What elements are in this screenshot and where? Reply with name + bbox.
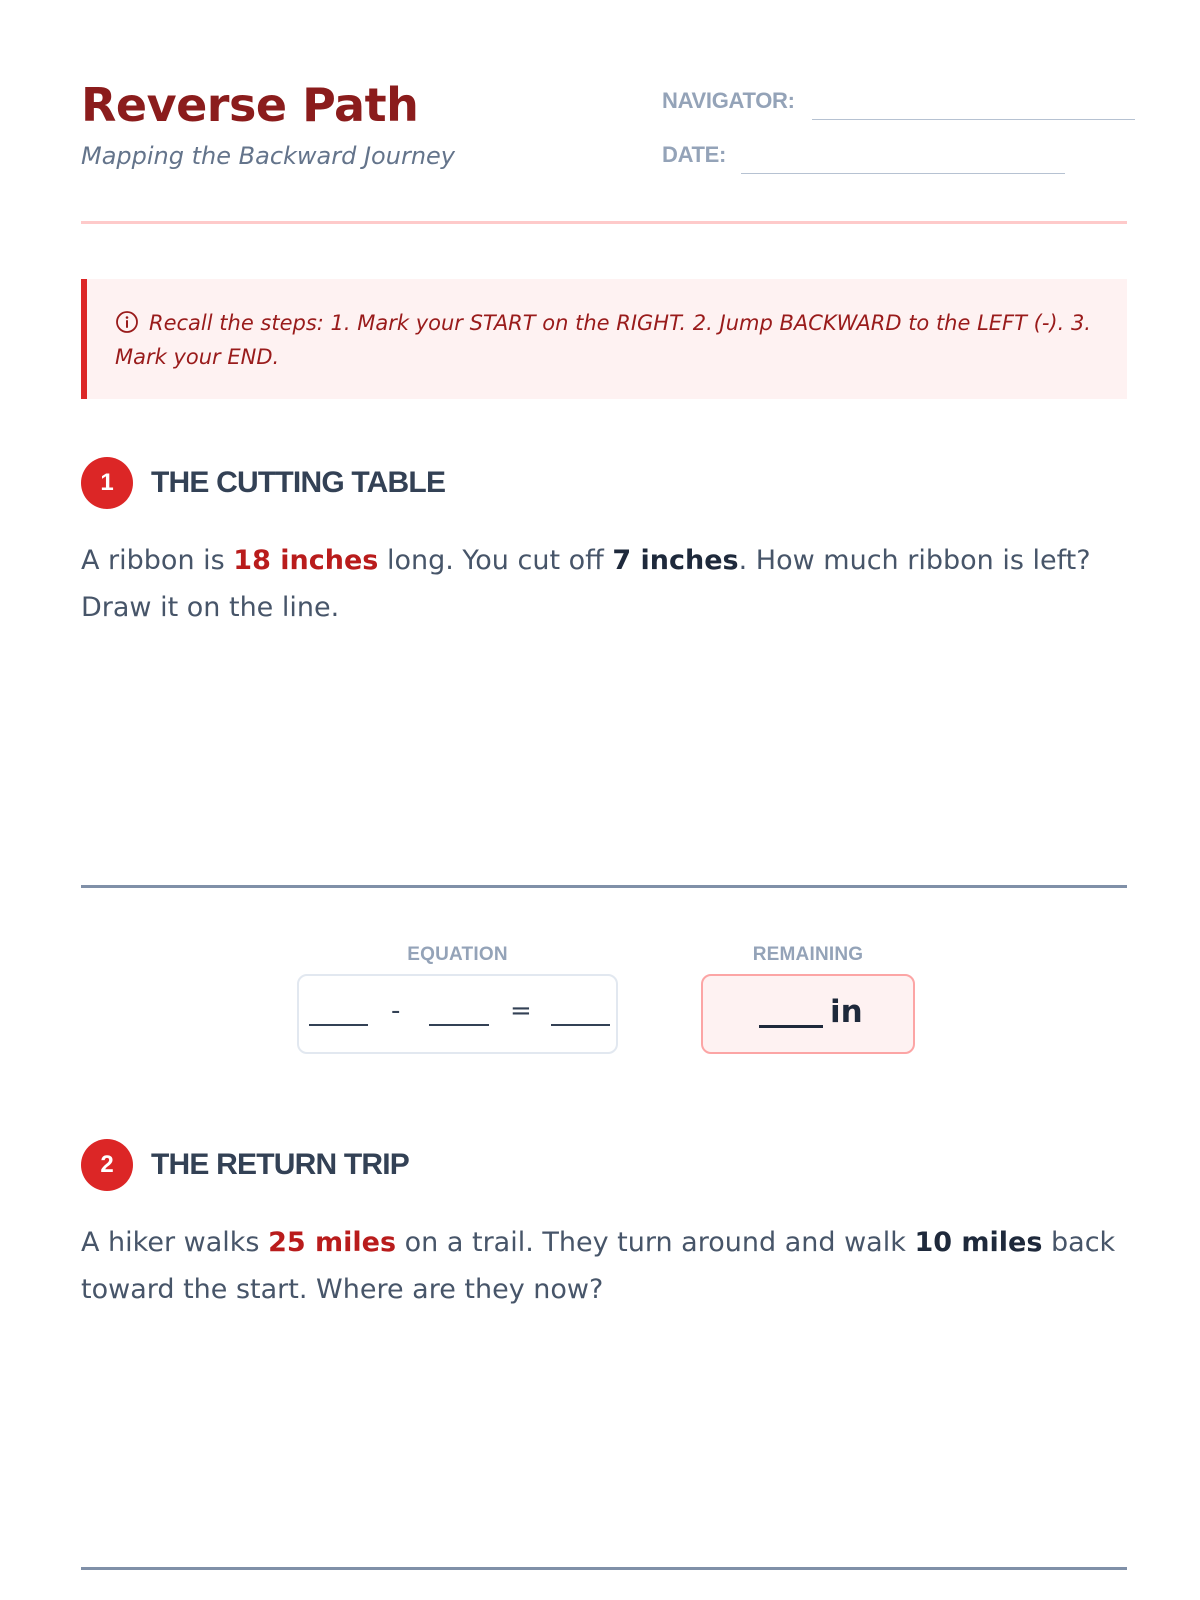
equation-label: EQUATION <box>407 944 508 965</box>
equation-blank-jump[interactable] <box>429 1024 489 1026</box>
section-1-number-line[interactable] <box>81 885 1127 888</box>
problem-text: long. You cut off <box>378 545 613 576</box>
header-divider <box>81 221 1127 224</box>
date-label: DATE: <box>662 142 727 167</box>
page-title: Reverse Path <box>81 78 419 132</box>
page-subtitle: Mapping the Backward Journey <box>81 142 455 170</box>
problem-highlight-start: 25 miles <box>268 1227 397 1258</box>
equation-box <box>297 974 618 1054</box>
problem-text: A hiker walks <box>81 1227 269 1258</box>
equals-sign: = <box>510 996 532 1026</box>
section-2-number-line[interactable] <box>81 1567 1127 1570</box>
problem-text: . How much ribbon is left? Draw it on the line. <box>81 545 1091 623</box>
section-1-title: THE CUTTING TABLE <box>151 466 446 499</box>
problem-highlight-jump: 10 miles <box>914 1227 1043 1258</box>
remaining-label: REMAINING <box>752 944 864 965</box>
problem-highlight-start: 18 inches <box>233 545 379 576</box>
remaining-box <box>701 974 915 1054</box>
equation-blank-result[interactable] <box>551 1024 610 1026</box>
section-2-problem <box>81 1219 1141 1313</box>
reminder-callout <box>81 279 1127 399</box>
navigator-label: NAVIGATOR: <box>662 88 795 113</box>
section-2-number-badge: 2 <box>81 1139 133 1191</box>
minus-sign: - <box>391 996 401 1026</box>
problem-text: on a trail. They turn around and walk <box>396 1227 915 1258</box>
section-2-title: THE RETURN TRIP <box>151 1148 410 1181</box>
section-1-problem <box>81 537 1141 631</box>
section-1-number-badge: 1 <box>81 457 133 509</box>
problem-text: back toward the start. Where are they now? <box>81 1227 1116 1305</box>
equation-blank-start[interactable] <box>309 1024 368 1026</box>
navigator-field[interactable] <box>812 119 1135 120</box>
remaining-unit: in <box>830 994 863 1030</box>
remaining-blank[interactable] <box>759 1025 823 1028</box>
date-field[interactable] <box>741 173 1065 174</box>
info-circle-icon <box>115 310 139 334</box>
problem-text: A ribbon is <box>81 545 234 576</box>
problem-highlight-jump: 7 inches <box>612 545 739 576</box>
callout-text: Recall the steps: 1. Mark your START on the RIGHT. 2. Jump BACKWARD to the LEFT (-). 3. Mark your END. <box>115 311 1091 369</box>
